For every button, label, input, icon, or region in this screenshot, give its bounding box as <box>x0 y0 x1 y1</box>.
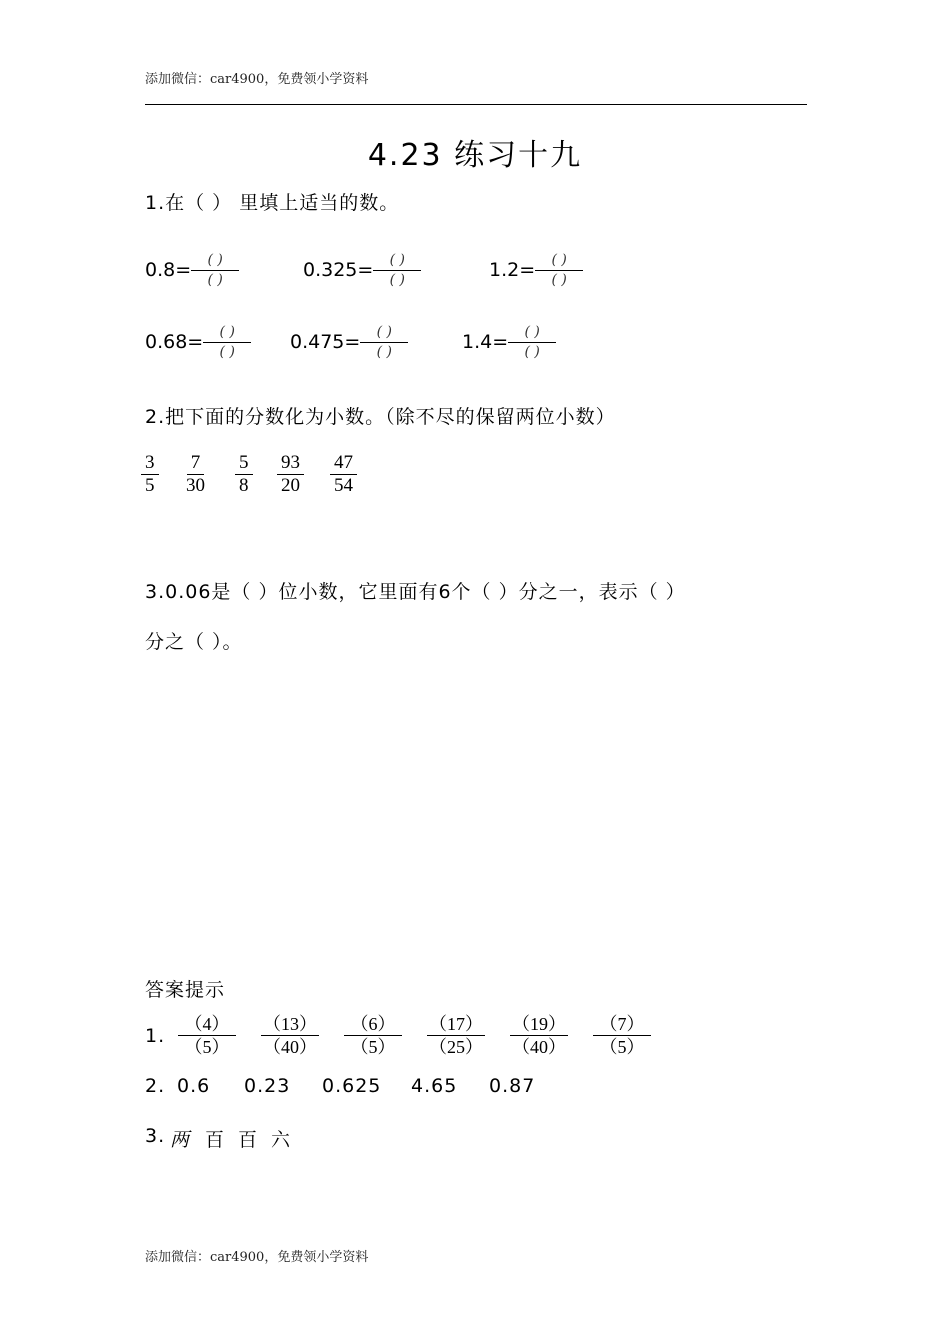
q1-item <box>145 245 239 295</box>
q1-lhs: 0.8= <box>145 259 192 281</box>
answer-2-label: 2. <box>145 1075 166 1097</box>
answer-2-value: 0.23 <box>244 1075 291 1097</box>
q1-lhs: 0.68= <box>145 331 204 353</box>
blank-fraction: $\frac{( )}{( )}$ <box>203 323 251 362</box>
q1-lhs: 0.475= <box>290 331 361 353</box>
blank-fraction: $\frac{( )}{( )}$ <box>508 323 556 362</box>
q1-item <box>290 317 408 367</box>
blank-fraction: $\frac{( )}{( )}$ <box>535 251 583 290</box>
answer-fraction: $\frac{(17)}{(25)}$ <box>429 1014 483 1057</box>
answer-2-value: 0.625 <box>322 1075 382 1097</box>
answer-fraction: $\frac{(4)}{(5)}$ <box>178 1013 236 1058</box>
q2-fraction: $\frac{47}{54}$ <box>330 452 357 497</box>
blank-fraction: $\frac{( )}{( )}$ <box>360 323 408 362</box>
q1-item <box>489 245 583 295</box>
question-1-prompt: 1.在（ ） 里填上适当的数。 <box>145 192 400 214</box>
blank-fraction: $\frac{( )}{( )}$ <box>373 251 421 290</box>
answer-3-value: 百 <box>238 1129 259 1151</box>
q1-lhs: 1.4= <box>462 331 509 353</box>
answer-3-value: 百 <box>205 1129 226 1151</box>
answer-fraction: $\frac{(13)}{(40)}$ <box>263 1014 317 1057</box>
header-note: 添加微信：car4900，免费领小学资料 <box>145 72 369 87</box>
q2-fraction: $\frac{93}{20}$ <box>277 452 304 497</box>
answer-1-label: 1. <box>145 1025 166 1047</box>
answer-fraction: $\frac{(19)}{(40)}$ <box>512 1014 566 1057</box>
answers-heading: 答案提示 <box>145 979 226 1001</box>
answer-3-value: 六 <box>271 1129 292 1151</box>
q1-item <box>462 317 556 367</box>
answer-2-value: 4.65 <box>411 1075 458 1097</box>
answer-fraction: $\frac{(7)}{(5)}$ <box>593 1013 651 1058</box>
blank-fraction: $\frac{( )}{( )}$ <box>191 251 239 290</box>
answer-fraction: $\frac{(6)}{(5)}$ <box>344 1013 402 1058</box>
header-divider <box>145 104 807 105</box>
q1-item <box>303 245 421 295</box>
q2-fraction: $\frac{7}{30}$ <box>186 452 205 496</box>
q2-fraction: $\frac{3}{5}$ <box>141 452 159 497</box>
answer-3-label: 3. <box>145 1125 166 1147</box>
question-2-prompt: 2.把下面的分数化为小数。（除不尽的保留两位小数） <box>145 406 616 428</box>
answer-3-value: 两 <box>170 1129 191 1151</box>
answer-1-fractions <box>178 1013 651 1058</box>
page-title: 4.23 练习十九 <box>367 138 583 173</box>
question-3-line-2: 分之（ ）。 <box>145 631 243 653</box>
answer-2-value: 0.6 <box>177 1075 211 1097</box>
q1-lhs: 1.2= <box>489 259 536 281</box>
q1-item <box>145 317 251 367</box>
q2-fraction: $\frac{5}{8}$ <box>235 452 253 497</box>
footer-note: 添加微信：car4900，免费领小学资料 <box>145 1250 369 1265</box>
question-3-line-1: 3.0.06是（ ）位小数，它里面有6个（ ）分之一，表示（ ） <box>145 581 686 603</box>
q1-lhs: 0.325= <box>303 259 374 281</box>
answer-2-value: 0.87 <box>489 1075 536 1097</box>
